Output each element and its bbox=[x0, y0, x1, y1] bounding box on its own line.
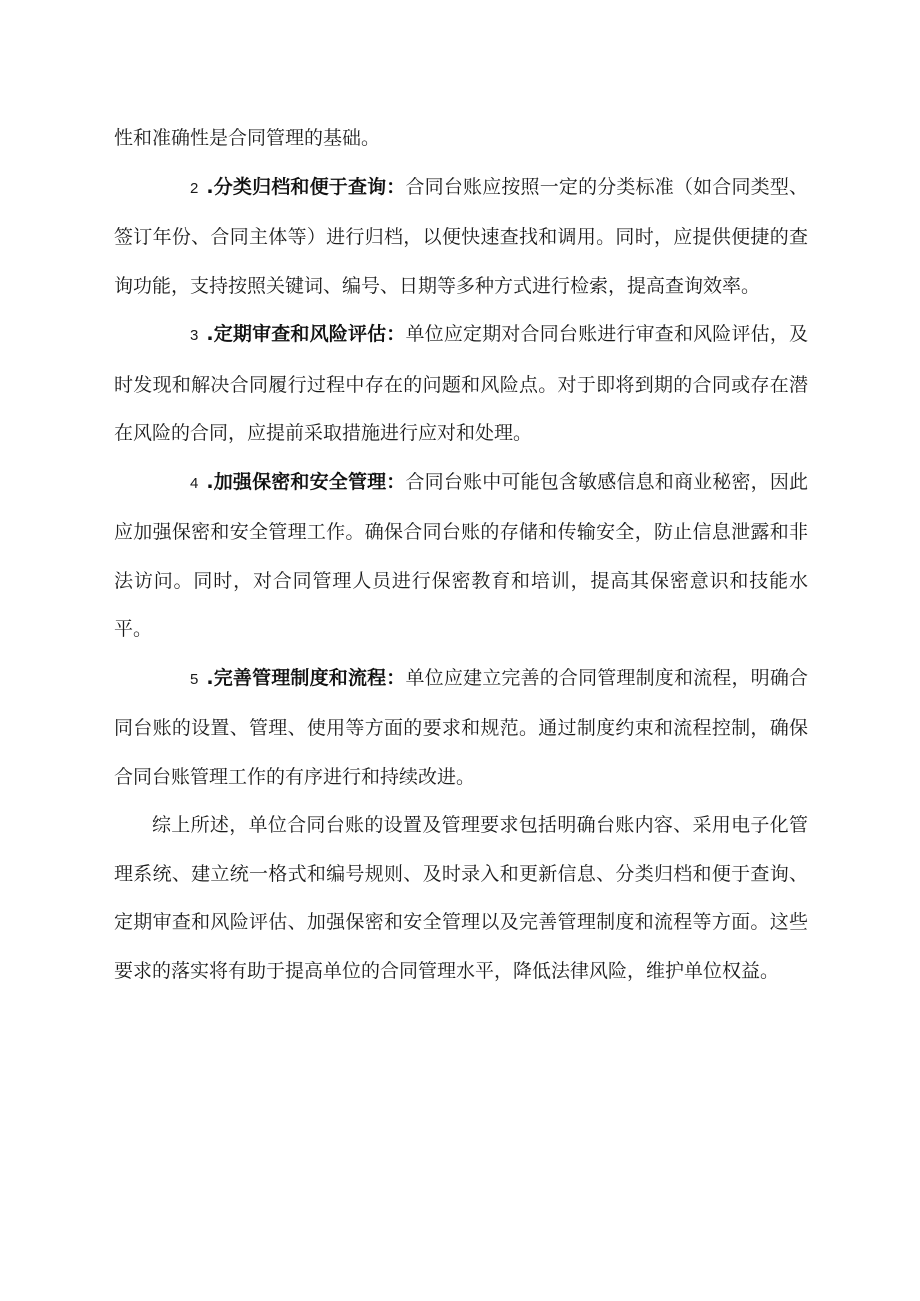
list-item-4 bbox=[114, 458, 808, 654]
item-body: 单位应定期对合同台账进行审查和风险评估，及时发现和解决合同履行过程中存在的问题和风险点。对于即将到期的合同或存在潜在风险的合同，应提前采取措施进行应对和处理。 bbox=[114, 323, 808, 444]
item-heading: .定期审查和风险评估： bbox=[206, 323, 406, 345]
document-body bbox=[114, 114, 808, 995]
item-heading: .加强保密和安全管理： bbox=[206, 470, 406, 493]
item-body: 合同台账中可能包含敏感信息和商业秘密，因此应加强保密和安全管理工作。确保合同台账的存储和传输安全，防止信息泄露和非法访问。同时，对合同管理人员进行保密教育和培训，提高其保密意识和技能水平。 bbox=[114, 470, 808, 640]
item-number: 2 bbox=[190, 179, 199, 197]
item-body: 合同台账应按照一定的分类标准（如合同类型、签订年份、合同主体等）进行归档，以便快速查找和调用。同时，应提供便捷的查询功能，支持按照关键词、编号、日期等多种方式进行检索，提高查询效率。 bbox=[114, 175, 808, 297]
list-item-2 bbox=[114, 163, 808, 311]
item-number: 4 bbox=[190, 474, 199, 492]
item-heading: .分类归档和便于查询： bbox=[206, 175, 406, 198]
item-heading: .完善管理制度和流程： bbox=[206, 666, 406, 689]
item-body: 单位应建立完善的合同管理制度和流程，明确合同台账的设置、管理、使用等方面的要求和规范。通过制度约束和流程控制，确保合同台账管理工作的有序进行和持续改进。 bbox=[114, 666, 808, 788]
list-item-3 bbox=[114, 310, 808, 458]
summary-text: 综上所述，单位合同台账的设置及管理要求包括明确台账内容、采用电子化管理系统、建立统一格式和编号规则、及时录入和更新信息、分类归档和便于查询、定期审查和风险评估、加强保密和安全管理以及完善管理制度和流程等方面。这些要求的落实将有助于提高单位的合同管理水平，降低法律风险，维护单位权益。 bbox=[114, 814, 808, 982]
item-number: 3 bbox=[190, 327, 199, 344]
list-item-5 bbox=[114, 654, 808, 802]
opening-fragment-text: 性和准确性是合同管理的基础。 bbox=[114, 127, 381, 149]
item-number: 5 bbox=[190, 670, 199, 688]
summary-paragraph bbox=[114, 801, 808, 995]
opening-paragraph-fragment bbox=[114, 114, 808, 163]
